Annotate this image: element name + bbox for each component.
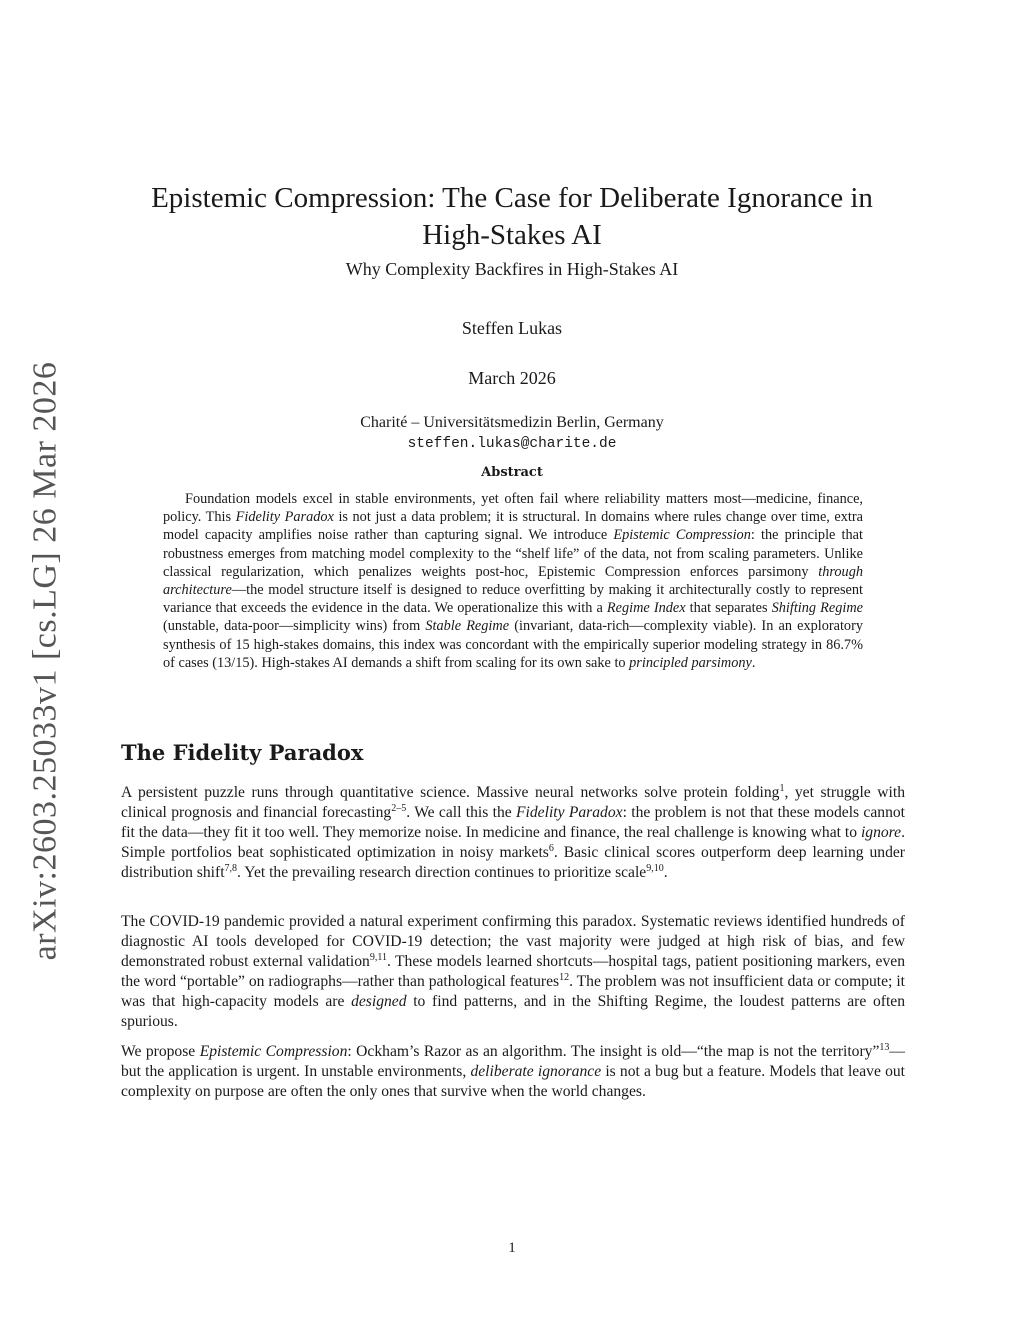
citation-marker[interactable]: 9,10 [646, 863, 664, 875]
section-heading: The Fidelity Paradox [121, 740, 364, 765]
citation-marker[interactable]: 13 [879, 1042, 890, 1053]
citation-marker[interactable]: 7,8 [224, 863, 238, 875]
abstract-text: Foundation models excel in stable environments, yet often fail where reliability matters most—medicine, finance, policy. This Fidelity Paradox is not just a data problem; it is structural. In domains where rules change over time, extra model capacity amplifies noise rather than capturing signal. We introduce Epistemic Compression: the principle that robustness emerges from matching model complexity to the “shelf life” of the data, not from scaling parameters. Unlike classical regularization, which penalizes weights post-hoc, Epistemic Compression enforces parsimony through architecture—the model structure itself is designed to reduce overfitting by making it architecturally costly to represent variance that exceeds the evidence in the data. We operationalize this with a Regime Index that separates Shifting Regime (unstable, data-poor—simplicity wins) from Stable Regime (invariant, data-rich—complexity viable). In an exploratory synthesis of 15 high-stakes domains, this index was concordant with the empirically superior modeling strategy in 86.7% of cases (13/15). High-stakes AI demands a shift from scaling for its own sake to principled parsimony. [163, 491, 863, 671]
body-paragraph: The COVID-19 pandemic provided a natural experiment confirming this paradox. Systematic reviews identified hundreds of diagnostic AI tools developed for COVID-19 detection; the vast majority were judged at high risk of bias, and few demonstrated robust external validation$^{9,11}$. These models learned shortcuts—hospital tags, patient positioning markers, even the word “portable” on radiographs—rather than pathological features$^{12}$. The problem was not insufficient data or compute; it was that high-capacity models are designed to find patterns, and in the Shifting Regime, the loudest patterns are often spurious. [121, 913, 905, 1031]
author-affiliation: Charité – Universitätsmedizin Berlin, Germany [360, 414, 664, 431]
citation-marker[interactable]: 2–5 [391, 803, 407, 815]
citation-marker[interactable]: 9,11 [369, 952, 387, 964]
arxiv-identifier: arXiv:2603.25033v1 [cs.LG] 26 Mar 2026 [26, 361, 64, 961]
author-email[interactable]: steffen.lukas@charite.de [407, 436, 617, 452]
publication-date: March 2026 [468, 368, 556, 388]
citation-marker[interactable]: 12 [559, 972, 570, 984]
arxiv-identifier-sidebar [20, 361, 70, 961]
author-name: Steffen Lukas [461, 318, 563, 338]
citation-marker[interactable]: 1 [779, 783, 785, 794]
citation-marker[interactable]: 6 [548, 843, 554, 855]
paper-title: Epistemic Compression: The Case for Deliberate Ignorance in High-Stakes AI [151, 182, 873, 251]
body-paragraph: We propose Epistemic Compression: Ockham’s Razor as an algorithm. The insight is old—“the map is not the territory”$^{13}$—but the application is urgent. In unstable environments, deliberate ignorance is not a bug but a feature. Models that leave out complexity on purpose are often the only ones that survive when the world changes. [121, 1042, 905, 1101]
paper-subtitle: Why Complexity Backfires in High-Stakes AI [345, 259, 679, 279]
abstract-heading: Abstract [481, 465, 543, 480]
body-paragraph: A persistent puzzle runs through quantitative science. Massive neural networks solve protein folding$^1$, yet struggle with clinical prognosis and financial forecasting$^{2-5}$. We call this the Fidelity Paradox: the problem is not that these models cannot fit the data—they fit it too well. They memorize noise. In medicine and finance, the real challenge is knowing what to ignore. Simple portfolios beat sophisticated optimization in noisy markets$^6$. Basic clinical scores outperform deep learning under distribution shift$^{7,8}$. Yet the prevailing research direction continues to prioritize scale$^{9,10}$. [121, 783, 906, 882]
page-number: 1 [508, 1240, 516, 1256]
